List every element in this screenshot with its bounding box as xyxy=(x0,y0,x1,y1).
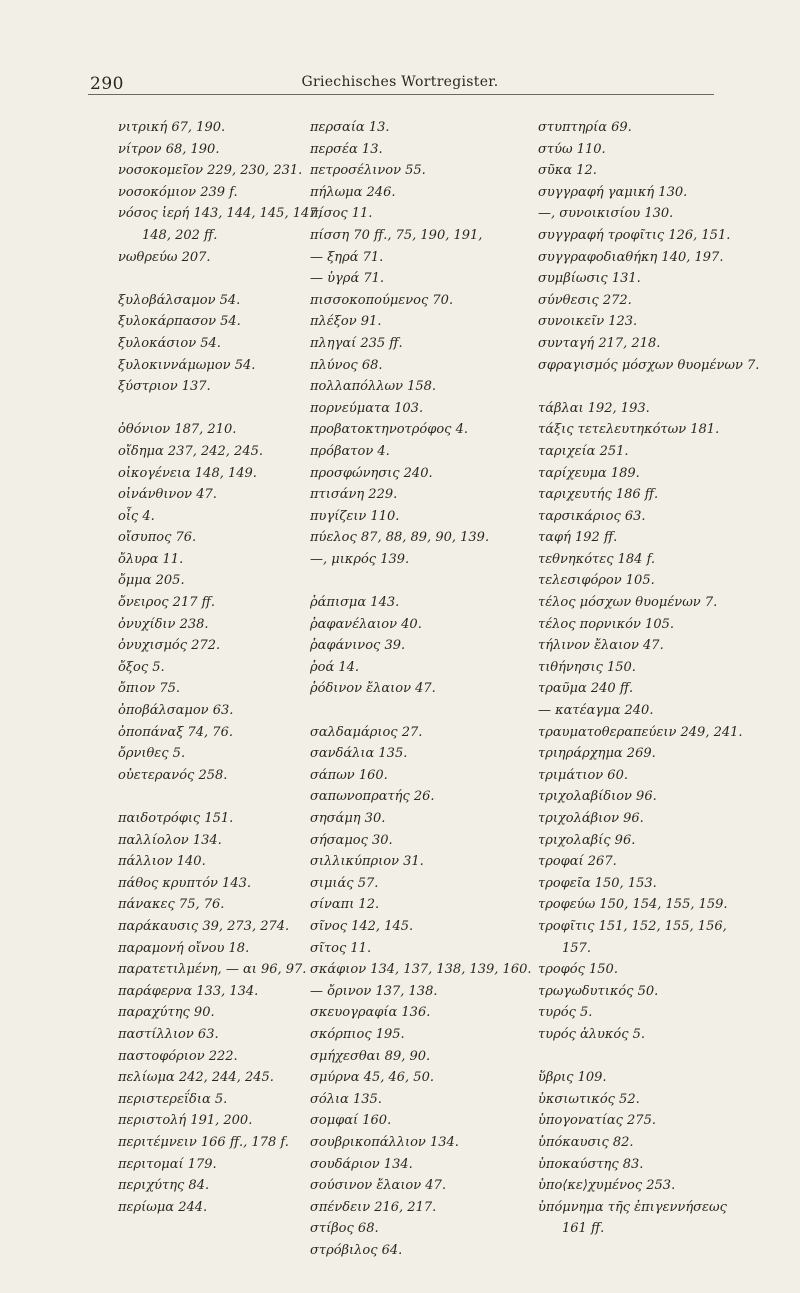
index-entry: ὑπογονατίας 275. xyxy=(538,1113,656,1129)
index-entry: στρόβιλος 64. xyxy=(310,1242,403,1258)
index-entry: ὄπιον 75. xyxy=(118,681,181,697)
index-entry: ὑπόμνημα τῆς ἐπιγεννήσεως xyxy=(538,1199,727,1215)
index-entry: περιτομαί 179. xyxy=(118,1156,217,1172)
index-entry: παραχύτης 90. xyxy=(118,1005,215,1021)
index-column-3 xyxy=(538,117,760,1240)
index-entry: περσαία 13. xyxy=(310,120,390,135)
index-column-2 xyxy=(310,117,532,1261)
index-entry: σίναπι 12. xyxy=(310,897,380,913)
header-rule xyxy=(88,94,714,95)
index-entry: στυπτηρία 69. xyxy=(538,120,632,135)
index-entry: πίσση 70 ff., 75, 190, 191, xyxy=(310,227,483,243)
index-entry: σῖνος 142, 145. xyxy=(310,918,414,934)
index-entry: ξυλοβάλσαμον 54. xyxy=(118,292,241,308)
index-entry: τριηράρχημα 269. xyxy=(538,746,656,762)
index-entry: περσέα 13. xyxy=(310,141,383,157)
index-entry: — κατέαγμα 240. xyxy=(538,703,654,719)
index-entry: ὄλυρα 11. xyxy=(118,551,184,567)
index-entry: πελίωμα 242, 244, 245. xyxy=(118,1070,274,1086)
index-entry: τρωγωδυτικός 50. xyxy=(538,983,659,999)
index-entry: ὑκσιωτικός 52. xyxy=(538,1091,640,1107)
index-entry: συγγραφή γαμική 130. xyxy=(538,184,688,200)
index-entry: πλέξον 91. xyxy=(310,314,382,330)
index-entry: πύελος 87, 88, 89, 90, 139. xyxy=(310,530,490,546)
index-entry: νιτρική 67, 190. xyxy=(118,120,226,135)
index-entry: ὄνειρος 217 ff. xyxy=(118,595,215,611)
index-entry: ὑπο⟨κε⟩χυμένος 253. xyxy=(538,1178,676,1194)
index-entry: ῥαφάνινος 39. xyxy=(310,638,406,654)
index-entry: πληγαί 235 ff. xyxy=(310,335,403,351)
index-entry: —, συνοικισίου 130. xyxy=(538,206,674,222)
index-entry: σόλια 135. xyxy=(310,1091,382,1107)
index-entry: τυρός 5. xyxy=(538,1005,593,1021)
index-entry: παστοφόριον 222. xyxy=(118,1048,238,1064)
index-entry: 157. xyxy=(562,940,591,956)
index-entry: περιχύτης 84. xyxy=(118,1178,210,1194)
index-entry: πίσος 11. xyxy=(310,206,373,222)
index-entry: πισσοκοπούμενος 70. xyxy=(310,292,454,308)
index-entry: σομφαί 160. xyxy=(310,1113,392,1129)
index-entry: σιλλικύπριον 31. xyxy=(310,854,424,870)
index-entry: ταρσικάριος 63. xyxy=(538,508,646,524)
index-entry: σανδάλια 135. xyxy=(310,746,408,762)
index-entry: ξύστριον 137. xyxy=(118,379,211,395)
index-entry: σκευογραφία 136. xyxy=(310,1005,431,1021)
running-head: Griechisches Wortregister. xyxy=(301,74,499,90)
index-entry: πλύνος 68. xyxy=(310,357,383,373)
index-entry: σαλδαμάριος 27. xyxy=(310,724,423,740)
index-entry: παλλίολον 134. xyxy=(118,832,222,848)
index-entry: τελεσιφόρον 105. xyxy=(538,573,655,589)
index-entry: ξυλοκιννάμωμον 54. xyxy=(118,357,256,373)
index-entry: πήλωμα 246. xyxy=(310,184,396,200)
index-entry: ξυλοκάρπασον 54. xyxy=(118,314,241,330)
index-entry: ταφή 192 ff. xyxy=(538,530,618,546)
index-entry: σάπων 160. xyxy=(310,767,388,783)
index-entry: παστίλλιον 63. xyxy=(118,1026,219,1042)
index-entry: τήλινον ἔλαιον 47. xyxy=(538,638,664,654)
index-entry: ταρίχευμα 189. xyxy=(538,465,640,481)
index-entry: πρόβατον 4. xyxy=(310,443,390,459)
index-entry: παραμονή οἴνου 18. xyxy=(118,940,250,956)
index-entry: νωθρεύω 207. xyxy=(118,249,211,265)
index-entry: τέλος μόσχων θυομένων 7. xyxy=(538,595,718,611)
index-entry: νόσος ἱερή 143, 144, 145, 147, xyxy=(118,206,322,222)
index-entry: οἶς 4. xyxy=(118,508,155,524)
index-entry: πάνακες 75, 76. xyxy=(118,897,225,913)
index-entry: ῥαφανέλαιον 40. xyxy=(310,616,422,632)
index-entry: συμβίωσις 131. xyxy=(538,271,641,287)
index-entry: συγγραφή τροφῖτις 126, 151. xyxy=(538,227,731,243)
index-entry: παρατετιλμένη, — αι 96, 97. xyxy=(118,962,307,978)
index-entry: στύω 110. xyxy=(538,141,606,157)
index-column-1 xyxy=(118,117,322,1218)
index-entry xyxy=(310,700,532,722)
index-entry: οὐετερανός 258. xyxy=(118,767,228,783)
index-entry: νίτρον 68, 190. xyxy=(118,141,220,157)
index-entry: περιστολή 191, 200. xyxy=(118,1113,253,1129)
index-entry: τροφεῖα 150, 153. xyxy=(538,875,657,891)
index-entry: σαπωνοπρατής 26. xyxy=(310,789,435,805)
index-entry: ὀθόνιον 187, 210. xyxy=(118,422,237,438)
index-entry: συνοικεῖν 123. xyxy=(538,314,638,330)
index-entry: ὑποκαύστης 83. xyxy=(538,1156,644,1172)
index-entry: πολλαπόλλων 158. xyxy=(310,379,437,395)
index-entry: τριχολαβίς 96. xyxy=(538,832,636,848)
index-entry: τεθνηκότες 184 f. xyxy=(538,551,656,567)
index-entry: ὄμμα 205. xyxy=(118,573,185,589)
index-entry: ὀνυχισμός 272. xyxy=(118,638,221,654)
index-entry xyxy=(538,376,754,398)
index-entry: προβατοκτηνοτρόφος 4. xyxy=(310,422,468,438)
index-entry: ὑπόκαυσις 82. xyxy=(538,1134,634,1150)
index-entry: νοσοκόμιον 239 f. xyxy=(118,184,238,200)
index-entry: τροφῖτις 151, 152, 155, 156, xyxy=(538,918,727,934)
index-entry: περιστερεΐδια 5. xyxy=(118,1091,228,1107)
index-entry: νοσοκομεῖον 229, 230, 231. xyxy=(118,163,303,179)
index-entry: οἴσυπος 76. xyxy=(118,530,197,546)
index-entry: τριμάτιον 60. xyxy=(538,767,628,783)
index-entry: ταριχεία 251. xyxy=(538,443,629,459)
index-entry: σῖτος 11. xyxy=(310,940,372,956)
index-entry: 148, 202 ff. xyxy=(142,227,218,243)
index-entry: προσφώνησις 240. xyxy=(310,465,433,481)
index-entry: πάλλιον 140. xyxy=(118,854,206,870)
index-entry: —, μικρός 139. xyxy=(310,551,410,567)
index-entry: τέλος πορνικόν 105. xyxy=(538,616,674,632)
index-entry: σήσαμος 30. xyxy=(310,832,393,848)
index-entry: ῥοά 14. xyxy=(310,659,360,675)
index-entry: παράκαυσις 39, 273, 274. xyxy=(118,918,290,934)
index-entry: πτισάνη 229. xyxy=(310,487,398,503)
index-entry: ὀποπάναξ 74, 76. xyxy=(118,724,233,740)
index-entry: τάβλαι 192, 193. xyxy=(538,400,650,416)
page-number: 290 xyxy=(90,74,124,94)
index-entry: ξυλοκάσιον 54. xyxy=(118,335,221,351)
index-entry: τάξις τετελευτηκότων 181. xyxy=(538,422,720,438)
index-entry: στίβος 68. xyxy=(310,1221,379,1237)
index-entry: παιδοτρόφις 151. xyxy=(118,811,234,826)
index-entry: ταριχευτής 186 ff. xyxy=(538,487,659,503)
index-entry: — ὑγρά 71. xyxy=(310,271,385,287)
index-entry: ὀποβάλσαμον 63. xyxy=(118,703,234,719)
index-entry: συγγραφοδιαθήκη 140, 197. xyxy=(538,249,724,265)
index-entry xyxy=(310,570,532,592)
index-entry xyxy=(118,398,318,420)
index-entry: τραῦμα 240 ff. xyxy=(538,681,634,697)
index-entry: συνταγή 217, 218. xyxy=(538,335,661,351)
index-entry: τροφός 150. xyxy=(538,962,618,978)
index-entry: σπένδειν 216, 217. xyxy=(310,1199,437,1215)
index-entry: σούσινον ἔλαιον 47. xyxy=(310,1178,446,1194)
index-entry xyxy=(118,268,318,290)
index-entry: τιθήνησις 150. xyxy=(538,659,636,675)
index-entry: περίωμα 244. xyxy=(118,1199,208,1215)
index-entry: σῦκα 12. xyxy=(538,163,597,179)
index-entry: τροφαί 267. xyxy=(538,854,617,870)
index-entry: ὄξος 5. xyxy=(118,659,165,675)
index-entry: σουβρικοπάλλιον 134. xyxy=(310,1134,459,1150)
index-entry: οἰνάνθινον 47. xyxy=(118,487,217,503)
index-entry: σφραγισμός μόσχων θυομένων 7. xyxy=(538,357,760,373)
index-entry: — ὄρινον 137, 138. xyxy=(310,983,438,999)
index-entry: 161 ff. xyxy=(562,1221,605,1237)
index-entry: ὄρνιθες 5. xyxy=(118,746,186,762)
index-entry: σμήχεσθαι 89, 90. xyxy=(310,1048,431,1064)
index-entry: τριχολάβιον 96. xyxy=(538,811,644,826)
index-entry: πορνεύματα 103. xyxy=(310,400,424,416)
index-entry: πάθος κρυπτόν 143. xyxy=(118,875,252,891)
index-entry: παράφερνα 133, 134. xyxy=(118,983,259,999)
index-entry: ὕβρις 109. xyxy=(538,1070,607,1086)
index-entry: τροφεύω 150, 154, 155, 159. xyxy=(538,897,728,913)
index-entry xyxy=(118,786,318,808)
index-entry: περιτέμνειν 166 ff., 178 f. xyxy=(118,1134,289,1150)
index-entry: σύνθεσις 272. xyxy=(538,292,632,308)
index-entry: τριχολαβίδιον 96. xyxy=(538,789,657,805)
index-entry xyxy=(538,1046,754,1068)
index-entry: πετροσέλινον 55. xyxy=(310,163,426,179)
index-entry: τυρός ἁλυκός 5. xyxy=(538,1026,646,1042)
index-entry: σουδάριον 134. xyxy=(310,1156,413,1172)
index-entry: τραυματοθεραπεύειν 249, 241. xyxy=(538,724,743,740)
index-entry: σμύρνα 45, 46, 50. xyxy=(310,1070,434,1086)
index-entry: σιμιάς 57. xyxy=(310,875,379,891)
index-entry: οἰκογένεια 148, 149. xyxy=(118,465,257,481)
index-entry: σκάφιον 134, 137, 138, 139, 160. xyxy=(310,962,532,978)
index-entry: ῥάπισμα 143. xyxy=(310,595,400,611)
index-entry: οἴδημα 237, 242, 245. xyxy=(118,443,263,459)
index-entry: πυγίζειν 110. xyxy=(310,508,400,524)
index-entry: σκόρπιος 195. xyxy=(310,1026,405,1042)
index-entry: — ξηρά 71. xyxy=(310,249,384,265)
index-entry: ῥόδινον ἔλαιον 47. xyxy=(310,681,436,697)
index-entry: ὀνυχίδιν 238. xyxy=(118,616,209,632)
index-entry: σησάμη 30. xyxy=(310,811,386,826)
